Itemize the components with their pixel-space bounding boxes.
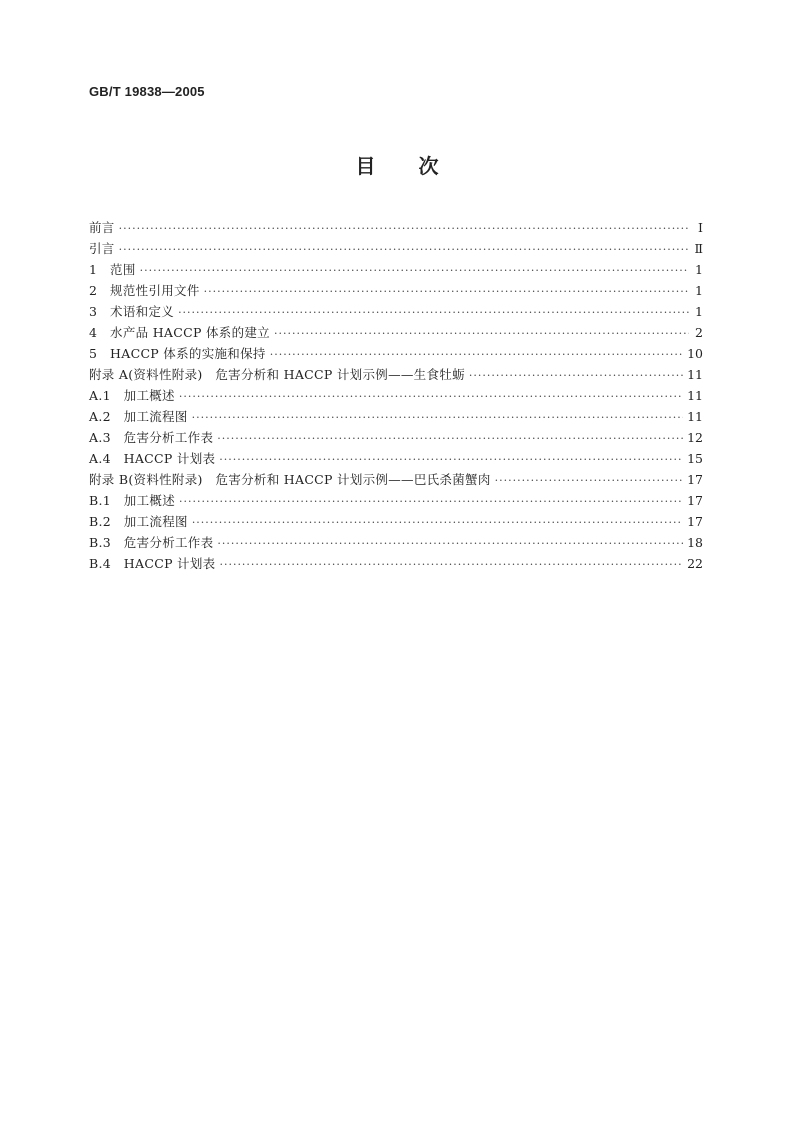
toc-entry-label: 附录 B(资料性附录) 危害分析和 HACCP 计划示例——巴氏杀菌蟹肉 <box>89 472 491 487</box>
toc-entry-label: B.3 危害分析工作表 <box>89 535 214 550</box>
toc-entry-a2[interactable] <box>89 407 703 428</box>
toc-entry-haccp-establishment[interactable] <box>89 323 703 344</box>
toc-entry-b4[interactable] <box>89 554 703 575</box>
toc-entry-label: A.1 加工概述 <box>89 388 175 403</box>
toc-entry-page: 11 <box>687 409 703 424</box>
toc-leader-dots <box>178 306 689 319</box>
toc-entry-annex-a[interactable] <box>89 365 703 386</box>
toc-entry-page: 1 <box>695 262 703 277</box>
toc-leader-dots <box>192 516 683 529</box>
table-of-contents <box>89 218 703 575</box>
toc-leader-dots <box>119 243 689 256</box>
toc-leader-dots <box>204 285 689 298</box>
toc-leader-dots <box>217 537 683 550</box>
toc-entry-page: 11 <box>687 367 703 382</box>
toc-entry-introduction[interactable] <box>89 239 703 260</box>
toc-leader-dots <box>274 327 689 340</box>
page-title: 目 次 <box>355 154 439 178</box>
toc-entry-page: 15 <box>687 451 703 466</box>
toc-entry-scope[interactable] <box>89 260 703 281</box>
toc-entry-page: 11 <box>687 388 703 403</box>
toc-entry-label: 1 范围 <box>89 262 136 277</box>
toc-entry-label: A.3 危害分析工作表 <box>89 430 214 445</box>
toc-leader-dots <box>179 390 683 403</box>
toc-entry-b2[interactable] <box>89 512 703 533</box>
document-code: GB/T 19838—2005 <box>89 84 205 99</box>
toc-leader-dots <box>270 348 683 361</box>
toc-entry-page: 1 <box>695 304 703 319</box>
toc-entry-page: Ⅰ <box>698 220 703 235</box>
toc-entry-page: 10 <box>687 346 703 361</box>
toc-entry-label: 引言 <box>89 241 115 256</box>
toc-entry-label: A.4 HACCP 计划表 <box>89 451 216 466</box>
toc-entry-terms-definitions[interactable] <box>89 302 703 323</box>
toc-entry-page: 22 <box>687 556 703 571</box>
toc-leader-dots <box>217 432 683 445</box>
toc-entry-haccp-implementation[interactable] <box>89 344 703 365</box>
toc-leader-dots <box>119 222 689 235</box>
toc-entry-a4[interactable] <box>89 449 703 470</box>
toc-leader-dots <box>192 411 683 424</box>
toc-entry-label: 前言 <box>89 220 115 235</box>
toc-entry-page: 17 <box>687 472 703 487</box>
toc-entry-normative-references[interactable] <box>89 281 703 302</box>
toc-leader-dots <box>495 474 683 487</box>
toc-entry-label: B.4 HACCP 计划表 <box>89 556 216 571</box>
toc-entry-page: Ⅱ <box>694 241 703 256</box>
toc-entry-a1[interactable] <box>89 386 703 407</box>
toc-entry-page: 12 <box>687 430 703 445</box>
toc-entry-page: 2 <box>695 325 703 340</box>
toc-entry-foreword[interactable] <box>89 218 703 239</box>
toc-entry-b3[interactable] <box>89 533 703 554</box>
toc-entry-b1[interactable] <box>89 491 703 512</box>
toc-leader-dots <box>179 495 683 508</box>
toc-entry-page: 18 <box>687 535 703 550</box>
toc-entry-label: B.2 加工流程图 <box>89 514 188 529</box>
toc-leader-dots <box>219 558 683 571</box>
toc-entry-label: 3 术语和定义 <box>89 304 175 319</box>
toc-leader-dots <box>219 453 683 466</box>
toc-entry-label: 4 水产品 HACCP 体系的建立 <box>89 325 270 340</box>
toc-entry-page: 17 <box>687 514 703 529</box>
toc-entry-annex-b[interactable] <box>89 470 703 491</box>
toc-entry-page: 17 <box>687 493 703 508</box>
toc-entry-label: 附录 A(资料性附录) 危害分析和 HACCP 计划示例——生食牡蛎 <box>89 367 465 382</box>
toc-entry-label: B.1 加工概述 <box>89 493 176 508</box>
toc-leader-dots <box>140 264 689 277</box>
toc-entry-label: 2 规范性引用文件 <box>89 283 200 298</box>
toc-leader-dots <box>469 369 683 382</box>
toc-entry-page: 1 <box>695 283 703 298</box>
toc-entry-label: 5 HACCP 体系的实施和保持 <box>89 346 266 361</box>
toc-entry-label: A.2 加工流程图 <box>89 409 188 424</box>
toc-entry-a3[interactable] <box>89 428 703 449</box>
